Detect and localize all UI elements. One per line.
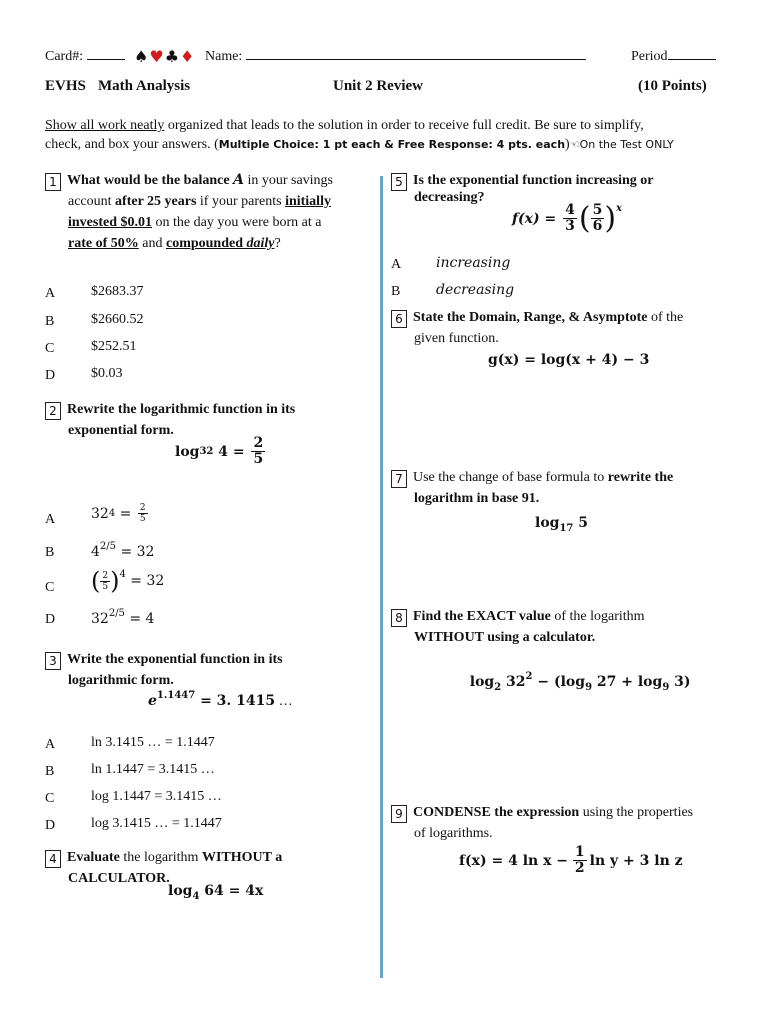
q3-option-letter: A	[45, 737, 56, 752]
q2-text-1: Rewrite the logarithmic function in its	[67, 402, 296, 417]
q9-text-2: using the properties	[579, 805, 694, 820]
q8-eq-base-c: 9	[585, 682, 593, 693]
question-9-line-1	[391, 802, 736, 823]
diamond-icon: ♦	[180, 47, 196, 66]
q2-a-base: 32	[91, 505, 109, 522]
q5-eq-fraction-2	[591, 203, 605, 234]
q5-option-value: decreasing	[436, 282, 515, 298]
q2-option-d[interactable]	[45, 610, 55, 628]
question-7-number: 7	[391, 470, 407, 488]
q5-paren-left: (	[578, 200, 591, 236]
q3-text-1: Write the exponential function in its	[67, 652, 283, 667]
course-text: Math Analysis	[98, 78, 191, 94]
q5-option-a[interactable]	[391, 255, 401, 273]
question-7-line-2	[391, 488, 736, 509]
q4-eq-rest: 64 = 4x	[199, 883, 264, 899]
q3-equation	[148, 690, 293, 710]
q8-eq-log-a: log	[469, 674, 495, 690]
q6-eq: g(x) = log(x + 4) − 3	[488, 352, 650, 368]
question-9-number: 9	[391, 805, 407, 823]
q2-eq-fraction	[251, 436, 265, 467]
q5-eq-den2: 6	[592, 218, 603, 234]
q2-d-eq: = 4	[124, 611, 155, 627]
q8-eq-b: 32	[501, 674, 526, 690]
instructions	[45, 116, 735, 154]
q2-eq-base: 32	[199, 446, 214, 457]
q6-equation	[488, 352, 649, 368]
q3-option-letter: C	[45, 791, 55, 806]
instructions-scoring: Multiple Choice: 1 pt each & Free Response: 4 pts. each	[218, 138, 566, 151]
q8-text-2: of the logarithm	[550, 609, 645, 624]
q1-option-b-text	[91, 312, 144, 328]
q3-option-b-text	[91, 762, 215, 778]
q2-eq-arg: 4 =	[213, 443, 250, 460]
q2-eq-num: 2	[253, 435, 264, 451]
instructions-line-1	[45, 116, 735, 135]
q2-equation	[175, 436, 267, 467]
q5-eq-den1: 3	[565, 218, 575, 234]
q2-a-num: 2	[139, 503, 146, 513]
q9-eq-a: f(x) = 4 ln x −	[459, 852, 573, 869]
question-7	[391, 467, 736, 509]
q3-option-c[interactable]	[45, 789, 54, 807]
heart-icon: ♥	[149, 47, 165, 66]
q5-option-b-text	[436, 282, 514, 298]
q5-eq-num1: 4	[565, 202, 575, 218]
q1-option-c[interactable]	[45, 339, 54, 357]
q2-option-d-text	[91, 608, 154, 627]
card-suits	[134, 47, 195, 66]
q8-eq-base-a: 2	[494, 682, 502, 693]
q4-equation	[168, 883, 263, 902]
q9-eq-fraction	[573, 845, 587, 876]
q1-option-value: $0.03	[91, 366, 123, 381]
q9-equation	[459, 845, 683, 876]
q3-option-b[interactable]	[45, 762, 54, 780]
points-label	[638, 78, 707, 95]
q1-option-letter: C	[45, 341, 55, 356]
q7-equation	[535, 515, 588, 534]
q9-text-1: CONDENSE the expression	[413, 805, 580, 820]
q3-option-value: log 1.1447 = 3.1415 …	[91, 789, 222, 804]
q1-option-value: $252.51	[91, 339, 137, 354]
q1-option-a-text	[91, 284, 144, 300]
q2-b-eq: = 32	[116, 544, 155, 560]
question-3-line-2	[45, 670, 375, 691]
q7-text-2: rewrite the	[607, 470, 674, 485]
period-field	[631, 49, 716, 65]
instructions-text-2: check, and box your answers. (	[45, 137, 219, 152]
question-6-number: 6	[391, 310, 407, 328]
q2-c-eq: = 32	[125, 573, 165, 589]
q2-c-fraction	[100, 571, 110, 592]
q2-option-c-text	[91, 569, 164, 593]
q4-eq-base: 4	[192, 891, 200, 902]
q8-eq-e: 3)	[669, 674, 691, 690]
points-text: (10 Points)	[638, 78, 707, 94]
q1-option-d-text	[91, 366, 123, 382]
school-text: EVHS	[45, 78, 86, 94]
q6-text-3: given function.	[414, 331, 499, 346]
course-name	[98, 78, 190, 95]
question-6	[391, 307, 736, 349]
instructions-text-1: organized that leads to the solution in order to receive full credit. Be sure to simplify,	[164, 118, 644, 133]
q8-text-1: Find the EXACT value	[413, 609, 551, 624]
q5-eq-num2: 5	[592, 202, 603, 218]
club-icon: ♣	[164, 47, 181, 66]
q2-c-num: 2	[102, 570, 109, 581]
q2-c-den: 5	[102, 581, 109, 592]
card-number-blank	[87, 59, 125, 60]
name-blank	[246, 59, 586, 60]
question-1-line-2	[45, 191, 375, 212]
q3-eq-dots: …	[275, 694, 293, 709]
question-1	[45, 170, 375, 254]
school-name	[45, 78, 86, 95]
q5-option-value: increasing	[436, 255, 511, 271]
q1-option-letter: D	[45, 368, 56, 383]
q2-c-paren-left: (	[91, 567, 101, 595]
q5-eq-fraction-1	[563, 203, 577, 234]
question-3	[45, 649, 375, 691]
question-8-line-1	[391, 606, 736, 627]
card-number-label	[45, 49, 125, 65]
q2-a-fraction	[138, 503, 148, 524]
q5-equation	[512, 200, 623, 236]
q7-eq-log: log	[535, 515, 560, 531]
period-label: Period	[631, 49, 668, 64]
question-6-line-2	[391, 328, 736, 349]
q1-text-3: account	[68, 194, 116, 209]
q4-text-1: Evaluate	[67, 850, 120, 865]
q1-option-b[interactable]	[45, 312, 54, 330]
q1-text-11: compounded	[165, 236, 247, 251]
q2-option-b-text	[91, 541, 154, 560]
q2-option-letter: D	[45, 612, 56, 627]
q7-eq-base: 17	[559, 523, 574, 534]
question-4-line-1	[45, 847, 375, 868]
q4-text-2: the logarithm	[119, 850, 202, 865]
q5-option-letter: B	[391, 284, 401, 299]
question-6-line-1	[391, 307, 736, 328]
q8-eq-base-d: 9	[662, 682, 670, 693]
question-7-line-1	[391, 467, 736, 488]
question-3-number: 3	[45, 652, 61, 670]
name-label: Name:	[205, 49, 243, 64]
q1-text-6: initially	[285, 194, 331, 209]
question-2-line-1	[45, 399, 375, 420]
q4-text-4: CALCULATOR.	[68, 871, 170, 886]
q2-option-b[interactable]	[45, 543, 54, 561]
q6-text-2: of the	[647, 310, 684, 325]
q7-text-3: logarithm in base 91.	[414, 491, 540, 506]
q3-option-d-text	[91, 816, 222, 832]
q2-a-eq: =	[115, 505, 136, 522]
q7-eq-arg: 5	[573, 515, 588, 531]
q2-option-letter: C	[45, 580, 55, 595]
q3-eq-rest: = 3. 1415	[195, 693, 276, 709]
q2-option-a-text	[91, 503, 150, 524]
instructions-note: On the Test ONLY	[579, 138, 674, 151]
q2-a-exp: 4	[108, 508, 116, 519]
q2-b-exp: 2/5	[99, 541, 117, 552]
q4-text-3: WITHOUT a	[201, 850, 283, 865]
question-1-line-4	[45, 233, 375, 254]
q1-text-9: rate of 50%	[68, 236, 139, 251]
q1-text-10: and	[138, 236, 166, 251]
q5-option-letter: A	[391, 257, 402, 272]
q3-option-d[interactable]	[45, 816, 55, 834]
q2-option-c[interactable]	[45, 578, 54, 596]
q5-text-1: Is the exponential function increasing or	[413, 173, 654, 188]
question-2	[45, 399, 375, 441]
q9-eq-num: 1	[574, 844, 585, 860]
q2-eq-log: log	[175, 443, 200, 460]
q3-eq-e: e	[148, 693, 157, 709]
card-label: Card#:	[45, 49, 84, 64]
spade-icon: ♠	[134, 47, 150, 66]
question-3-line-1	[45, 649, 375, 670]
q1-option-value: $2660.52	[91, 312, 144, 327]
q3-option-letter: B	[45, 764, 55, 779]
q1-text-12: daily	[246, 236, 275, 251]
question-8	[391, 606, 736, 648]
q5-option-b[interactable]	[391, 282, 400, 300]
q9-eq-den: 2	[574, 860, 585, 876]
question-1-line-1	[45, 170, 375, 191]
q3-option-value: log 3.1415 … = 1.1447	[91, 816, 222, 831]
q5-option-a-text	[436, 255, 510, 271]
q2-d-exp: 2/5	[108, 608, 125, 619]
q2-option-letter: B	[45, 545, 55, 560]
q3-eq-exp: 1.1447	[156, 690, 196, 701]
q1-text-13: ?	[274, 236, 281, 251]
q3-option-letter: D	[45, 818, 56, 833]
unit-title	[333, 78, 423, 95]
q2-b-base: 4	[91, 544, 100, 560]
q3-option-value: ln 1.1447 = 3.1415 …	[91, 762, 215, 777]
q1-option-value: $2683.37	[91, 284, 144, 299]
instructions-text-3: )	[565, 137, 570, 152]
question-9	[391, 802, 736, 844]
q2-c-exp: 4	[119, 569, 126, 580]
question-9-line-2	[391, 823, 736, 844]
q2-eq-den: 5	[253, 451, 264, 467]
q3-option-value: ln 3.1415 … = 1.1447	[91, 735, 215, 750]
q1-option-a[interactable]	[45, 284, 55, 302]
period-blank	[668, 59, 716, 60]
question-5-number: 5	[391, 173, 407, 191]
q9-text-3: of logarithms.	[414, 826, 493, 841]
q1-text-7: invested $0.01	[68, 215, 152, 230]
q5-eq-exp: x	[616, 203, 623, 214]
question-4-number: 4	[45, 850, 61, 868]
q8-eq-b-exp: 2	[525, 671, 533, 682]
q1-text-1: What would be the balance	[67, 173, 234, 188]
q2-d-base: 32	[91, 611, 109, 627]
pointing-hand-icon: ☜	[569, 138, 580, 151]
q3-text-2: logarithmic form.	[68, 673, 174, 688]
question-5-line-1	[391, 170, 736, 191]
q5-paren-right: )	[604, 200, 617, 236]
q3-option-c-text	[91, 789, 222, 805]
question-5	[391, 170, 736, 205]
q8-equation	[460, 655, 691, 693]
q2-c-paren-right: )	[110, 567, 120, 595]
question-8-number: 8	[391, 609, 407, 627]
column-divider	[380, 176, 383, 978]
q2-option-a[interactable]	[45, 510, 55, 528]
q1-option-letter: A	[45, 286, 56, 301]
unit-text: Unit 2 Review	[333, 78, 423, 94]
q3-option-a-text	[91, 735, 215, 751]
q1-var: A	[233, 172, 244, 188]
q7-text-1: Use the change of base formula to	[413, 470, 608, 485]
q6-text-1: State the Domain, Range, & Asymptote	[413, 310, 648, 325]
q5-eq-lhs: f(x) =	[512, 210, 562, 227]
q9-eq-b: ln y + 3 ln z	[589, 852, 683, 869]
q8-text-3: WITHOUT using a calculator.	[414, 630, 596, 645]
q5-text-2: decreasing?	[414, 190, 485, 205]
question-1-number: 1	[45, 173, 61, 191]
instructions-line-2	[45, 135, 735, 154]
q4-eq-log: log	[168, 883, 193, 899]
q8-eq-c: − (log	[532, 674, 586, 690]
question-2-number: 2	[45, 402, 61, 420]
q1-text-5: if your parents	[196, 194, 286, 209]
q8-eq-d: 27 + log	[592, 674, 663, 690]
q3-option-a[interactable]	[45, 735, 55, 753]
q2-text-2: exponential form.	[68, 423, 174, 438]
q2-option-letter: A	[45, 512, 56, 527]
name-field	[205, 49, 586, 65]
question-8-line-2	[391, 627, 736, 648]
q1-option-c-text	[91, 339, 137, 355]
instructions-underlined: Show all work neatly	[45, 118, 165, 133]
q1-option-d[interactable]	[45, 366, 55, 384]
q2-a-den: 5	[139, 514, 146, 524]
q1-text-2: in your savings	[243, 173, 334, 188]
q1-text-4: after 25 years	[115, 194, 197, 209]
question-1-line-3	[45, 212, 375, 233]
q1-text-8: on the day you were born at a	[152, 215, 322, 230]
q1-option-letter: B	[45, 314, 55, 329]
